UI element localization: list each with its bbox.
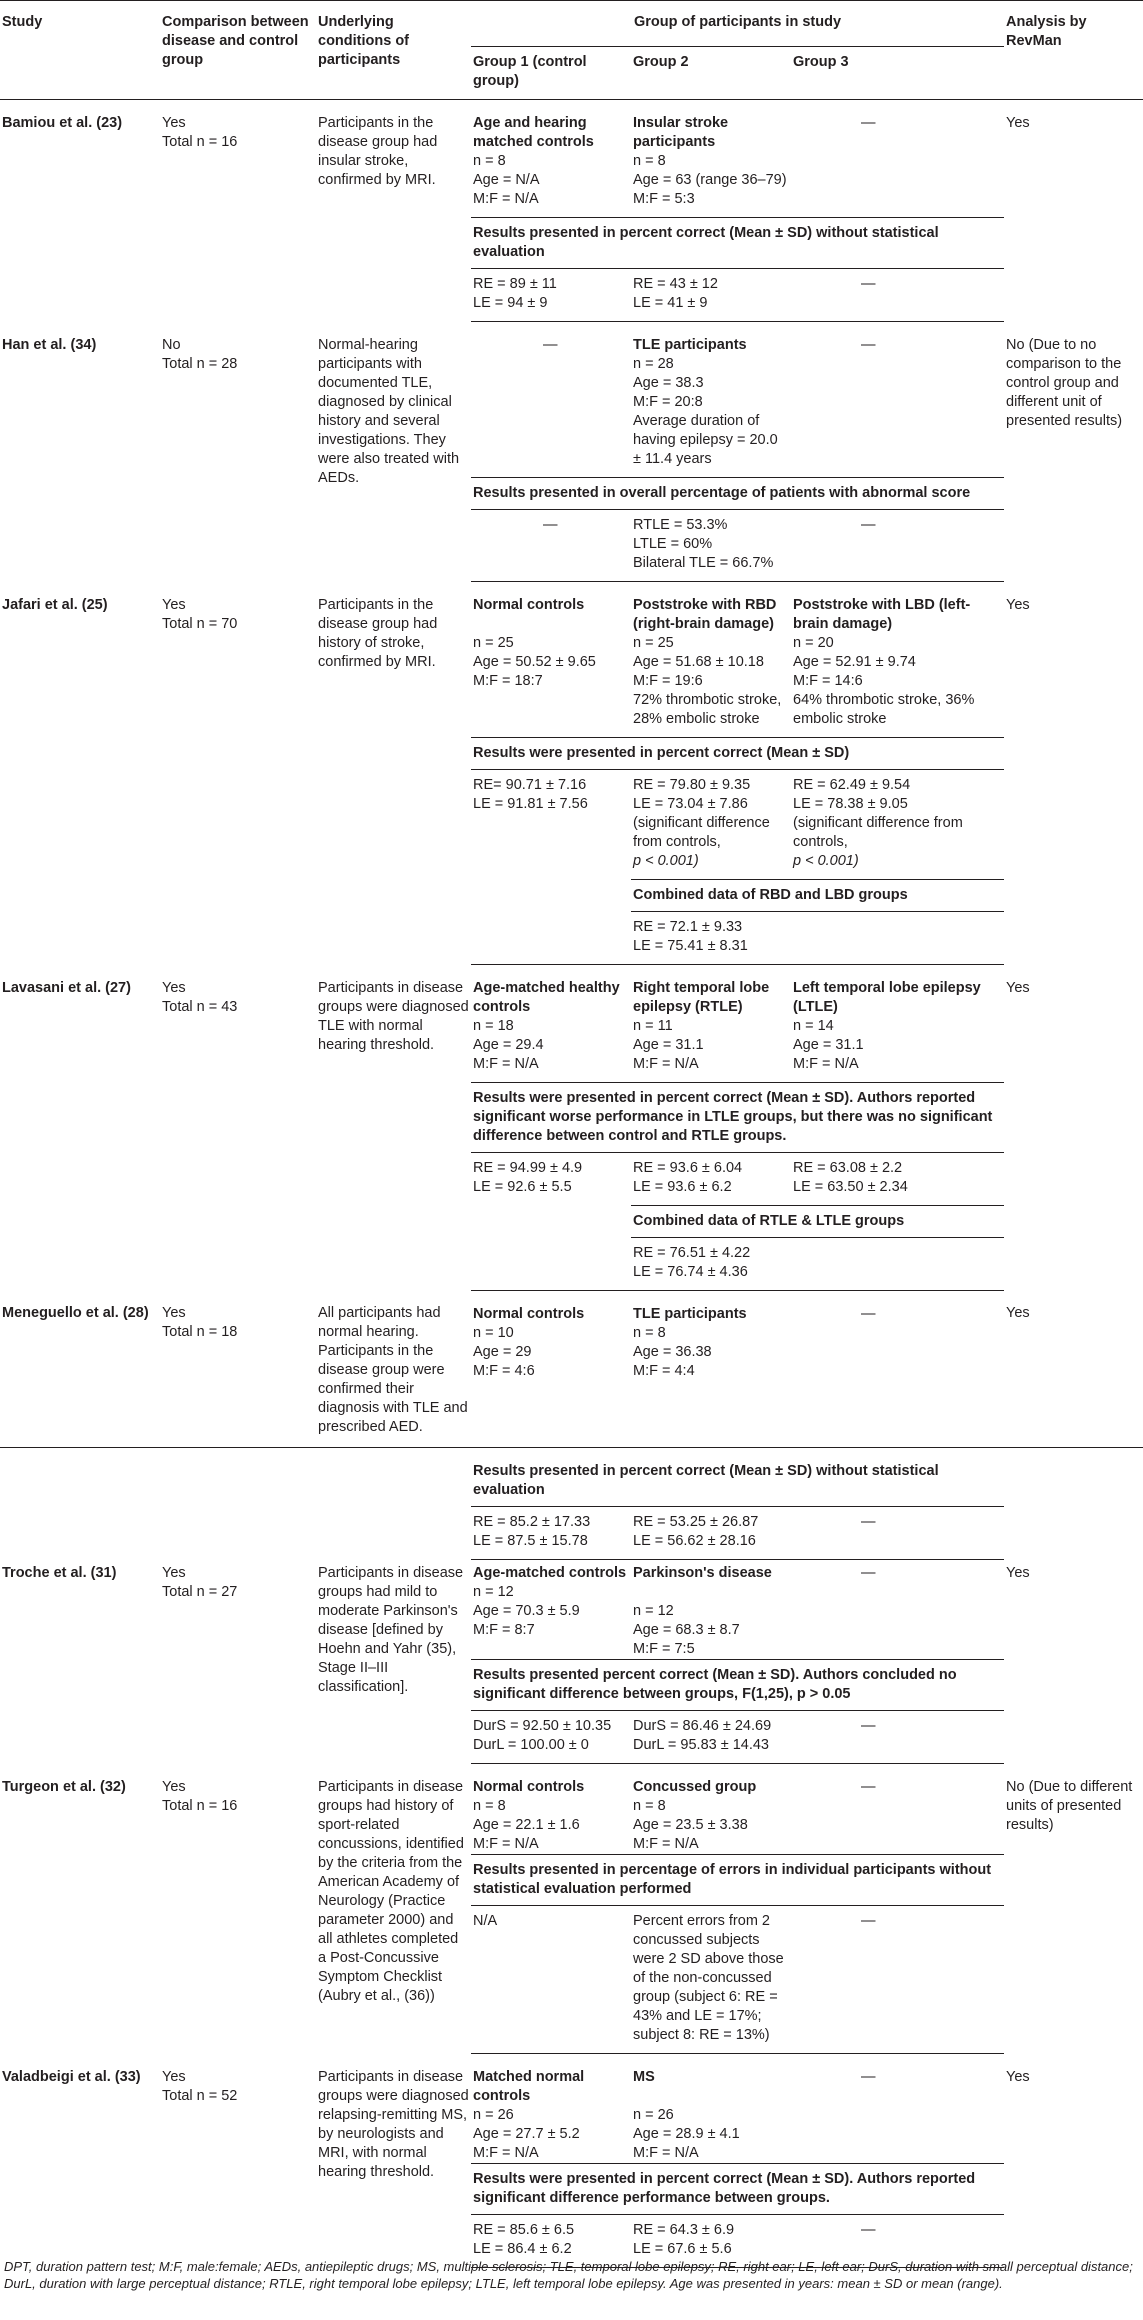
results-title: Results were presented in percent correct (Mean ± SD). Authors reported significant difference performance between groups. bbox=[471, 2164, 1004, 2215]
group2-cell: TLE participants n = 28 Age = 38.3 M:F = 20:8 Average duration of having epilepsy = 20.0 ± 11.4 years bbox=[633, 337, 778, 467]
result-group2: RE = 43 ± 12 LE = 41 ± 9 bbox=[631, 269, 791, 322]
comparison-cell: Yes Total n = 52 bbox=[162, 2068, 238, 2104]
combined-title: Combined data of RTLE & LTLE groups bbox=[631, 1205, 1004, 1237]
conditions-cell: Participants in disease groups were diagnosed TLE with normal hearing threshold. bbox=[318, 979, 469, 1053]
header-revman: Analysis by RevMan bbox=[1006, 14, 1087, 49]
group3-cell: — bbox=[861, 1779, 876, 1795]
result-group2: DurS = 86.46 ± 24.69 DurL = 95.83 ± 14.43 bbox=[631, 1711, 791, 1764]
table-row bbox=[0, 322, 1143, 478]
result-group3: — bbox=[791, 1711, 1004, 1764]
comparison-cell: Yes Total n = 27 bbox=[162, 1564, 238, 1600]
result-group1: RE = 89 ± 11 LE = 94 ± 9 bbox=[471, 269, 631, 322]
table-footnote: DPT, duration pattern test; M:F, male:female; AEDs, antiepileptic drugs; MS, multiple sclerosis; TLE, temporal lobe epilepsy; RE, right ear; LE, left ear; DurS, duration with small perceptual distance; DurL, duration with large perceptual distance; RTLE, right temporal lobe epilepsy; LTLE, left temporal lobe epilepsy. Age was presented in years: mean ± SD or mean (range). bbox=[4, 2259, 1133, 2291]
result-group1: RE = 85.2 ± 17.33 LE = 87.5 ± 15.78 bbox=[471, 1507, 631, 1560]
revman-cell: No (Due to different units of presented results) bbox=[1006, 1778, 1133, 1833]
revman-cell: Yes bbox=[1006, 2068, 1030, 2085]
revman-cell: No (Due to no comparison to the control group and different unit of presented results) bbox=[1006, 336, 1123, 429]
results-row bbox=[0, 1507, 1143, 1560]
group2-cell: Right temporal lobe epilepsy (RTLE) n = 11 Age = 31.1 M:F = N/A bbox=[633, 980, 770, 1072]
conditions-cell: Participants in the disease group had insular stroke, confirmed by MRI. bbox=[318, 115, 438, 188]
revman-cell: Yes bbox=[1006, 1564, 1030, 1581]
table-row bbox=[0, 582, 1143, 738]
conditions-cell: Participants in the disease group had history of stroke, confirmed by MRI. bbox=[318, 596, 438, 670]
result-group3: — bbox=[791, 1906, 1004, 2054]
results-title: Results presented in overall percentage of patients with abnormal score bbox=[471, 478, 1004, 510]
result-group3: — bbox=[791, 2215, 1004, 2268]
results-title: Results were presented in percent correct (Mean ± SD) bbox=[471, 738, 1004, 770]
result-group2: RTLE = 53.3% LTLE = 60% Bilateral TLE = 66.7% bbox=[631, 510, 791, 582]
result-group2: Percent errors from 2 concussed subjects were 2 SD above those of the non-concussed group (subject 6: RE = 43% and LE = 17%; subject 8: RE = 13%) bbox=[631, 1906, 791, 2054]
result-group2: RE = 64.3 ± 6.9 LE = 67.6 ± 5.6 bbox=[631, 2215, 791, 2268]
result-group1: RE = 94.99 ± 4.9 LE = 92.6 ± 5.5 bbox=[473, 1160, 583, 1195]
table-row bbox=[0, 1560, 1143, 1660]
results-title: Results presented in percentage of errors in individual participants without statistical evaluation performed bbox=[471, 1855, 1004, 1906]
conditions-cell: Participants in disease groups had history of sport-related concussions, identified by the criteria from the American Academy of Neurology (Practice parameter 2000) and all athletes completed a Post-Concussive Symptom Checklist (Aubry et al., (36)) bbox=[318, 1778, 464, 2004]
revman-cell: Yes bbox=[1006, 1305, 1030, 1321]
group2-cell: Insular stroke participants n = 8 Age = 63 (range 36–79) M:F = 5:3 bbox=[633, 115, 787, 207]
group1-cell: Normal controls n = 25 Age = 50.52 ± 9.65 M:F = 18:7 bbox=[473, 597, 596, 689]
group2-cell: Poststroke with RBD (right-brain damage) n = 25 Age = 51.68 ± 10.18 M:F = 19:6 72% thrombotic stroke, 28% embolic stroke bbox=[633, 597, 782, 727]
table-row bbox=[0, 1290, 1143, 1448]
group1-cell: Normal controls n = 10 Age = 29 M:F = 4:6 bbox=[473, 1305, 585, 1379]
conditions-cell: Participants in disease groups were diagnosed relapsing-remitting MS, by neurologists and MRI, with normal hearing threshold. bbox=[318, 2068, 469, 2180]
table-row bbox=[0, 2054, 1143, 2164]
result-group2: RE = 93.6 ± 6.04 LE = 93.6 ± 6.2 bbox=[633, 1160, 743, 1195]
results-title: Results were presented in percent correct (Mean ± SD). Authors reported significant worse performance in LTLE groups, but there was no significant difference between control and RTLE groups. bbox=[471, 1083, 1004, 1153]
header-group1: Group 1 (control group) bbox=[473, 54, 587, 89]
results-title-row bbox=[0, 1448, 1143, 1507]
header-row bbox=[0, 1, 1143, 47]
combined-title: Combined data of RBD and LBD groups bbox=[631, 880, 1004, 912]
comparison-cell: Yes Total n = 18 bbox=[162, 1305, 238, 1340]
conditions-cell: All participants had normal hearing. Participants in the disease group were confirmed their diagnosis with TLE and prescribed AED. bbox=[318, 1305, 468, 1435]
table-row bbox=[0, 965, 1143, 1083]
group1-cell: Normal controls n = 8 Age = 22.1 ± 1.6 M:F = N/A bbox=[473, 1779, 585, 1852]
conditions-cell: Participants in disease groups had mild to moderate Parkinson's disease [defined by Hoehn and Yahr (35), Stage II–III classification]. bbox=[318, 1564, 464, 1695]
conditions-cell: Normal-hearing participants with documented TLE, diagnosed by clinical history and several investigations. They were also treated with AEDs. bbox=[318, 336, 460, 486]
group2-cell: TLE participants n = 8 Age = 36.38 M:F = 4:4 bbox=[633, 1305, 747, 1379]
group3-cell: — bbox=[861, 115, 876, 131]
header-conditions: Underlying conditions of participants bbox=[318, 14, 410, 68]
group3-cell: — bbox=[861, 1305, 876, 1322]
result-group2: RE = 79.80 ± 9.35 LE = 73.04 ± 7.86 (significant difference from controls, p < 0.001) bbox=[633, 777, 770, 869]
revman-cell: Yes bbox=[1006, 115, 1030, 131]
header-study: Study bbox=[2, 14, 43, 30]
result-group3: — bbox=[791, 269, 1004, 322]
results-title: Results presented in percent correct (Mean ± SD) without statistical evaluation bbox=[471, 1448, 1004, 1507]
result-group1: DurS = 92.50 ± 10.35 DurL = 100.00 ± 0 bbox=[471, 1711, 631, 1764]
group3-cell: — bbox=[861, 2069, 876, 2085]
comparison-cell: Yes Total n = 43 bbox=[162, 979, 238, 1015]
comparison-cell: Yes Total n = 16 bbox=[162, 115, 238, 150]
result-group1: N/A bbox=[471, 1906, 631, 2054]
study-name: Bamiou et al. (23) bbox=[2, 115, 123, 131]
result-group2: RE = 53.25 ± 26.87 LE = 56.62 ± 28.16 bbox=[631, 1507, 791, 1560]
header-group3: Group 3 bbox=[793, 54, 849, 70]
study-name: Jafari et al. (25) bbox=[2, 596, 108, 613]
combined-values: RE = 72.1 ± 9.33 LE = 75.41 ± 8.31 bbox=[631, 912, 791, 965]
group3-cell: — bbox=[861, 1565, 876, 1581]
comparison-cell: Yes Total n = 70 bbox=[162, 596, 238, 632]
header-comparison: Comparison between disease and control group bbox=[162, 14, 309, 68]
result-group1: RE= 90.71 ± 7.16 LE = 91.81 ± 7.56 bbox=[473, 777, 588, 812]
table-row bbox=[0, 1764, 1143, 1855]
group1-cell: Age-matched healthy controls n = 18 Age = 29.4 M:F = N/A bbox=[473, 980, 620, 1072]
study-name: Lavasani et al. (27) bbox=[2, 979, 131, 996]
table-row bbox=[0, 100, 1143, 218]
revman-cell: Yes bbox=[1006, 596, 1030, 613]
group1-cell: — bbox=[543, 337, 558, 353]
group3-cell: Poststroke with LBD (left-brain damage) n = 20 Age = 52.91 ± 9.74 M:F = 14:6 64% thrombotic stroke, 36% embolic stroke bbox=[793, 597, 975, 727]
group1-cell: Age and hearing matched controls n = 8 Age = N/A M:F = N/A bbox=[473, 115, 594, 207]
header-group2: Group 2 bbox=[633, 54, 689, 70]
group3-cell: — bbox=[861, 337, 876, 353]
result-group1: — bbox=[471, 510, 631, 582]
revman-cell: Yes bbox=[1006, 979, 1030, 996]
comparison-cell: No Total n = 28 bbox=[162, 336, 238, 372]
group2-cell: Parkinson's disease n = 12 Age = 68.3 ± 8.7 M:F = 7:5 bbox=[633, 1565, 772, 1657]
results-title: Results presented percent correct (Mean ± SD). Authors concluded no significant difference between groups, F(1,25), p > 0.05 bbox=[471, 1660, 1004, 1711]
group3-cell: Left temporal lobe epilepsy (LTLE) n = 14 Age = 31.1 M:F = N/A bbox=[793, 980, 981, 1072]
result-group3: RE = 62.49 ± 9.54 LE = 78.38 ± 9.05 (significant difference from controls, p < 0.001) bbox=[793, 777, 963, 869]
combined-values: RE = 76.51 ± 4.22 LE = 76.74 ± 4.36 bbox=[631, 1237, 791, 1290]
group1-cell: Matched normal controls n = 26 Age = 27.7 ± 5.2 M:F = N/A bbox=[473, 2069, 585, 2161]
result-group1: RE = 85.6 ± 6.5 LE = 86.4 ± 6.2 bbox=[471, 2215, 631, 2268]
group1-cell: Age-matched controls n = 12 Age = 70.3 ± 5.9 M:F = 8:7 bbox=[473, 1565, 627, 1638]
group2-cell: Concussed group n = 8 Age = 23.5 ± 3.38 M:F = N/A bbox=[633, 1779, 757, 1852]
header-group-of-participants: Group of participants in study bbox=[471, 1, 1004, 47]
result-group3: RE = 63.08 ± 2.2 LE = 63.50 ± 2.34 bbox=[793, 1160, 908, 1195]
comparison-cell: Yes Total n = 16 bbox=[162, 1778, 238, 1814]
study-name: Troche et al. (31) bbox=[2, 1564, 117, 1581]
result-group3: — bbox=[791, 510, 1004, 582]
results-title: Results presented in percent correct (Mean ± SD) without statistical evaluation bbox=[471, 218, 1004, 269]
study-name: Valadbeigi et al. (33) bbox=[2, 2068, 141, 2085]
study-name: Turgeon et al. (32) bbox=[2, 1778, 126, 1795]
study-name: Han et al. (34) bbox=[2, 336, 97, 353]
result-group3: — bbox=[791, 1507, 1004, 1560]
group2-cell: MS n = 26 Age = 28.9 ± 4.1 M:F = N/A bbox=[633, 2069, 740, 2161]
study-name: Meneguello et al. (28) bbox=[2, 1305, 149, 1321]
